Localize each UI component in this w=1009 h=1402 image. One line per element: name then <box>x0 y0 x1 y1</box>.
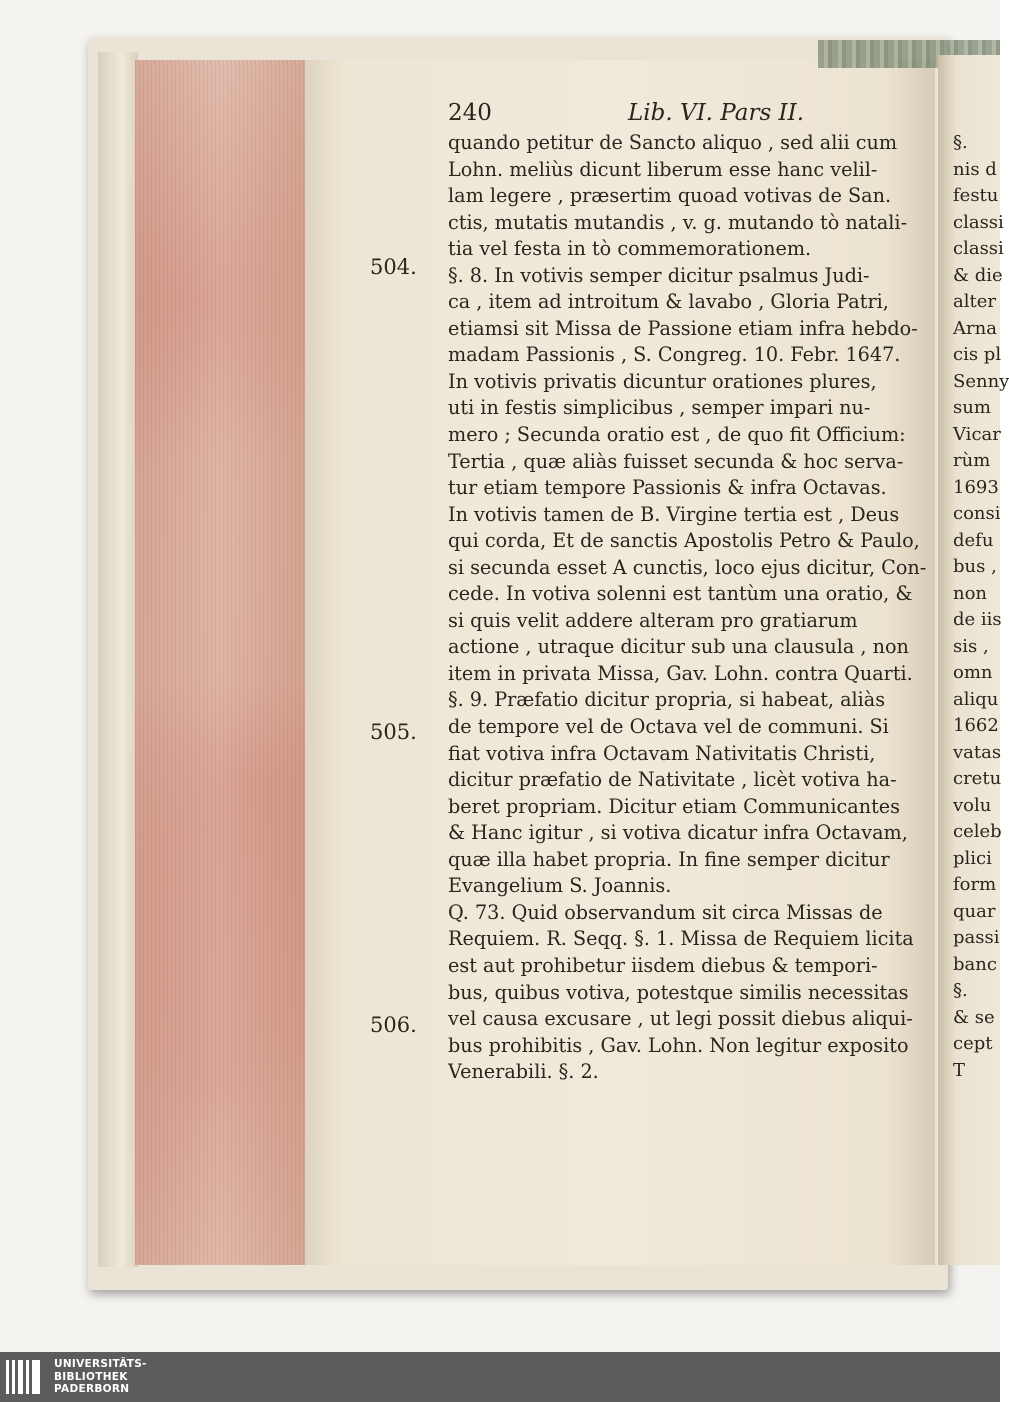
text-line: & Hanc igitur , si votiva dicatur infra Octavam, <box>448 821 908 845</box>
text-line: alter <box>953 291 996 312</box>
running-head <box>448 100 848 134</box>
text-line: omn <box>953 662 993 683</box>
cover-turn-in <box>98 52 138 1267</box>
text-line: festu <box>953 185 999 206</box>
text-line: dicitur præfatio de Nativitate , licèt votiva ha- <box>448 768 897 792</box>
text-line: volu <box>953 794 992 816</box>
text-line: si secunda esset A cunctis, loco ejus dicitur, Con- <box>448 555 927 579</box>
text-line: est aut prohibetur iisdem diebus & tempori- <box>448 953 878 977</box>
text-line: cept <box>953 1033 993 1054</box>
text-line: §. <box>953 132 968 153</box>
text-line: de iis <box>953 609 1002 630</box>
text-line: ctis, mutatis mutandis , v. g. mutando tò natali- <box>448 210 908 234</box>
body-text <box>448 130 936 1086</box>
text-line: quæ illa habet propria. In fine semper dicitur <box>448 847 890 871</box>
text-line: §. 9. Præfatio dicitur propria, si habeat, aliàs <box>448 688 886 712</box>
text-line: bus prohibitis , Gav. Lohn. Non legitur exposito <box>448 1033 909 1057</box>
library-logo-icon <box>6 1360 46 1394</box>
text-line: quando petitur de Sancto aliquo , sed alii cum <box>448 131 898 154</box>
text-line: §. 8. In votivis semper dicitur psalmus Judi- <box>448 263 870 287</box>
page-fore-edges <box>135 60 307 1265</box>
text-line: Q. 73. Quid observandum sit circa Missas de <box>448 900 883 924</box>
text-line: bus , <box>953 556 997 577</box>
text-line: beret propriam. Dicitur etiam Communicantes <box>448 794 901 818</box>
text-line: nis d <box>953 158 997 180</box>
text-line: & die <box>953 264 1003 286</box>
text-line: banc <box>953 953 997 975</box>
library-name: UNIVERSITÄTS- BIBLIOTHEK PADERBORN <box>54 1358 147 1395</box>
text-line: consi <box>953 503 1001 524</box>
margin-number: 504. <box>370 255 417 279</box>
text-line: aliqu <box>953 688 999 710</box>
text-line: sis , <box>953 635 989 657</box>
text-line: rùm <box>953 450 991 471</box>
text-line: Tertia , quæ aliàs fuisset secunda & hoc serva- <box>448 449 904 473</box>
library-footer-bar <box>0 1352 1000 1402</box>
page-number: 240 <box>448 100 492 126</box>
text-line: Venerabili. §. 2. <box>448 1060 599 1084</box>
text-line: actione , utraque dicitur sub una clausula , non <box>448 635 909 659</box>
text-line: T <box>953 1059 966 1081</box>
text-line: plici <box>953 847 992 869</box>
text-line: fiat votiva infra Octavam Nativitatis Christi, <box>448 741 876 765</box>
text-line: bus, quibus votiva, potestque similis necessitas <box>448 980 909 1004</box>
text-line: classi <box>953 211 1004 233</box>
text-line: vatas <box>953 741 1002 763</box>
margin-number: 506. <box>370 1013 417 1037</box>
text-line: In votivis privatis dicuntur orationes plures, <box>448 369 877 393</box>
text-line: In votivis tamen de B. Virgine tertia est , Deus <box>448 502 900 526</box>
text-line: mero ; Secunda oratio est , de quo fit Officium: <box>448 423 906 447</box>
text-line: ca , item ad introitum & lavabo , Gloria Patri, <box>448 290 889 314</box>
text-line: etiamsi sit Missa de Passione etiam infra hebdo- <box>448 316 918 340</box>
text-line: Arna <box>953 317 997 339</box>
text-line: qui corda, Et de sanctis Apostolis Petro & Paulo, <box>448 529 920 553</box>
text-line: tia vel festa in tò commemorationem. <box>448 237 812 261</box>
text-line: §. <box>953 980 968 1001</box>
text-line: madam Passionis , S. Congreg. 10. Febr. 1647. <box>448 343 901 367</box>
text-line: de tempore vel de Octava vel de communi. Si <box>448 715 889 739</box>
text-line: 1693 <box>953 476 999 498</box>
running-title: Lib. VI. Pars II. <box>628 100 805 126</box>
text-line: Requiem. R. Seqq. §. 1. Missa de Requiem licita <box>448 927 914 951</box>
text-line: form <box>953 874 997 895</box>
text-line: Vicar <box>953 423 1001 445</box>
text-line: Lohn. meliùs dicunt liberum esse hanc velil- <box>448 157 878 181</box>
text-line: Evangelium S. Joannis. <box>448 874 672 898</box>
text-line: uti in festis simplicibus , semper impari nu- <box>448 396 871 420</box>
text-line: celeb <box>953 821 1002 842</box>
text-line: si quis velit addere alteram pro gratiarum <box>448 608 858 632</box>
text-line: tur etiam tempore Passionis & infra Octavas. <box>448 476 887 500</box>
text-line: quar <box>953 900 996 922</box>
text-line: & se <box>953 1006 995 1028</box>
text-line: Senny <box>953 370 1009 392</box>
text-line: classi <box>953 238 1004 259</box>
text-line: passi <box>953 927 1000 948</box>
text-line: cretu <box>953 768 1002 789</box>
text-line: 1662 <box>953 715 999 736</box>
text-line: sum <box>953 397 991 418</box>
text-line: defu <box>953 529 994 551</box>
text-line: cede. In votiva solenni est tantùm una oratio, & <box>448 582 913 606</box>
text-line: item in privata Missa, Gav. Lohn. contra Quarti. <box>448 661 913 685</box>
margin-number: 505. <box>370 720 417 744</box>
text-line: vel causa excusare , ut legi possit diebus aliqui- <box>448 1007 913 1031</box>
right-page-text-fragment <box>953 130 1009 1084</box>
text-line: non <box>953 582 988 604</box>
text-line: lam legere , præsertim quoad votivas de San. <box>448 184 892 208</box>
text-line: cis pl <box>953 344 1002 365</box>
